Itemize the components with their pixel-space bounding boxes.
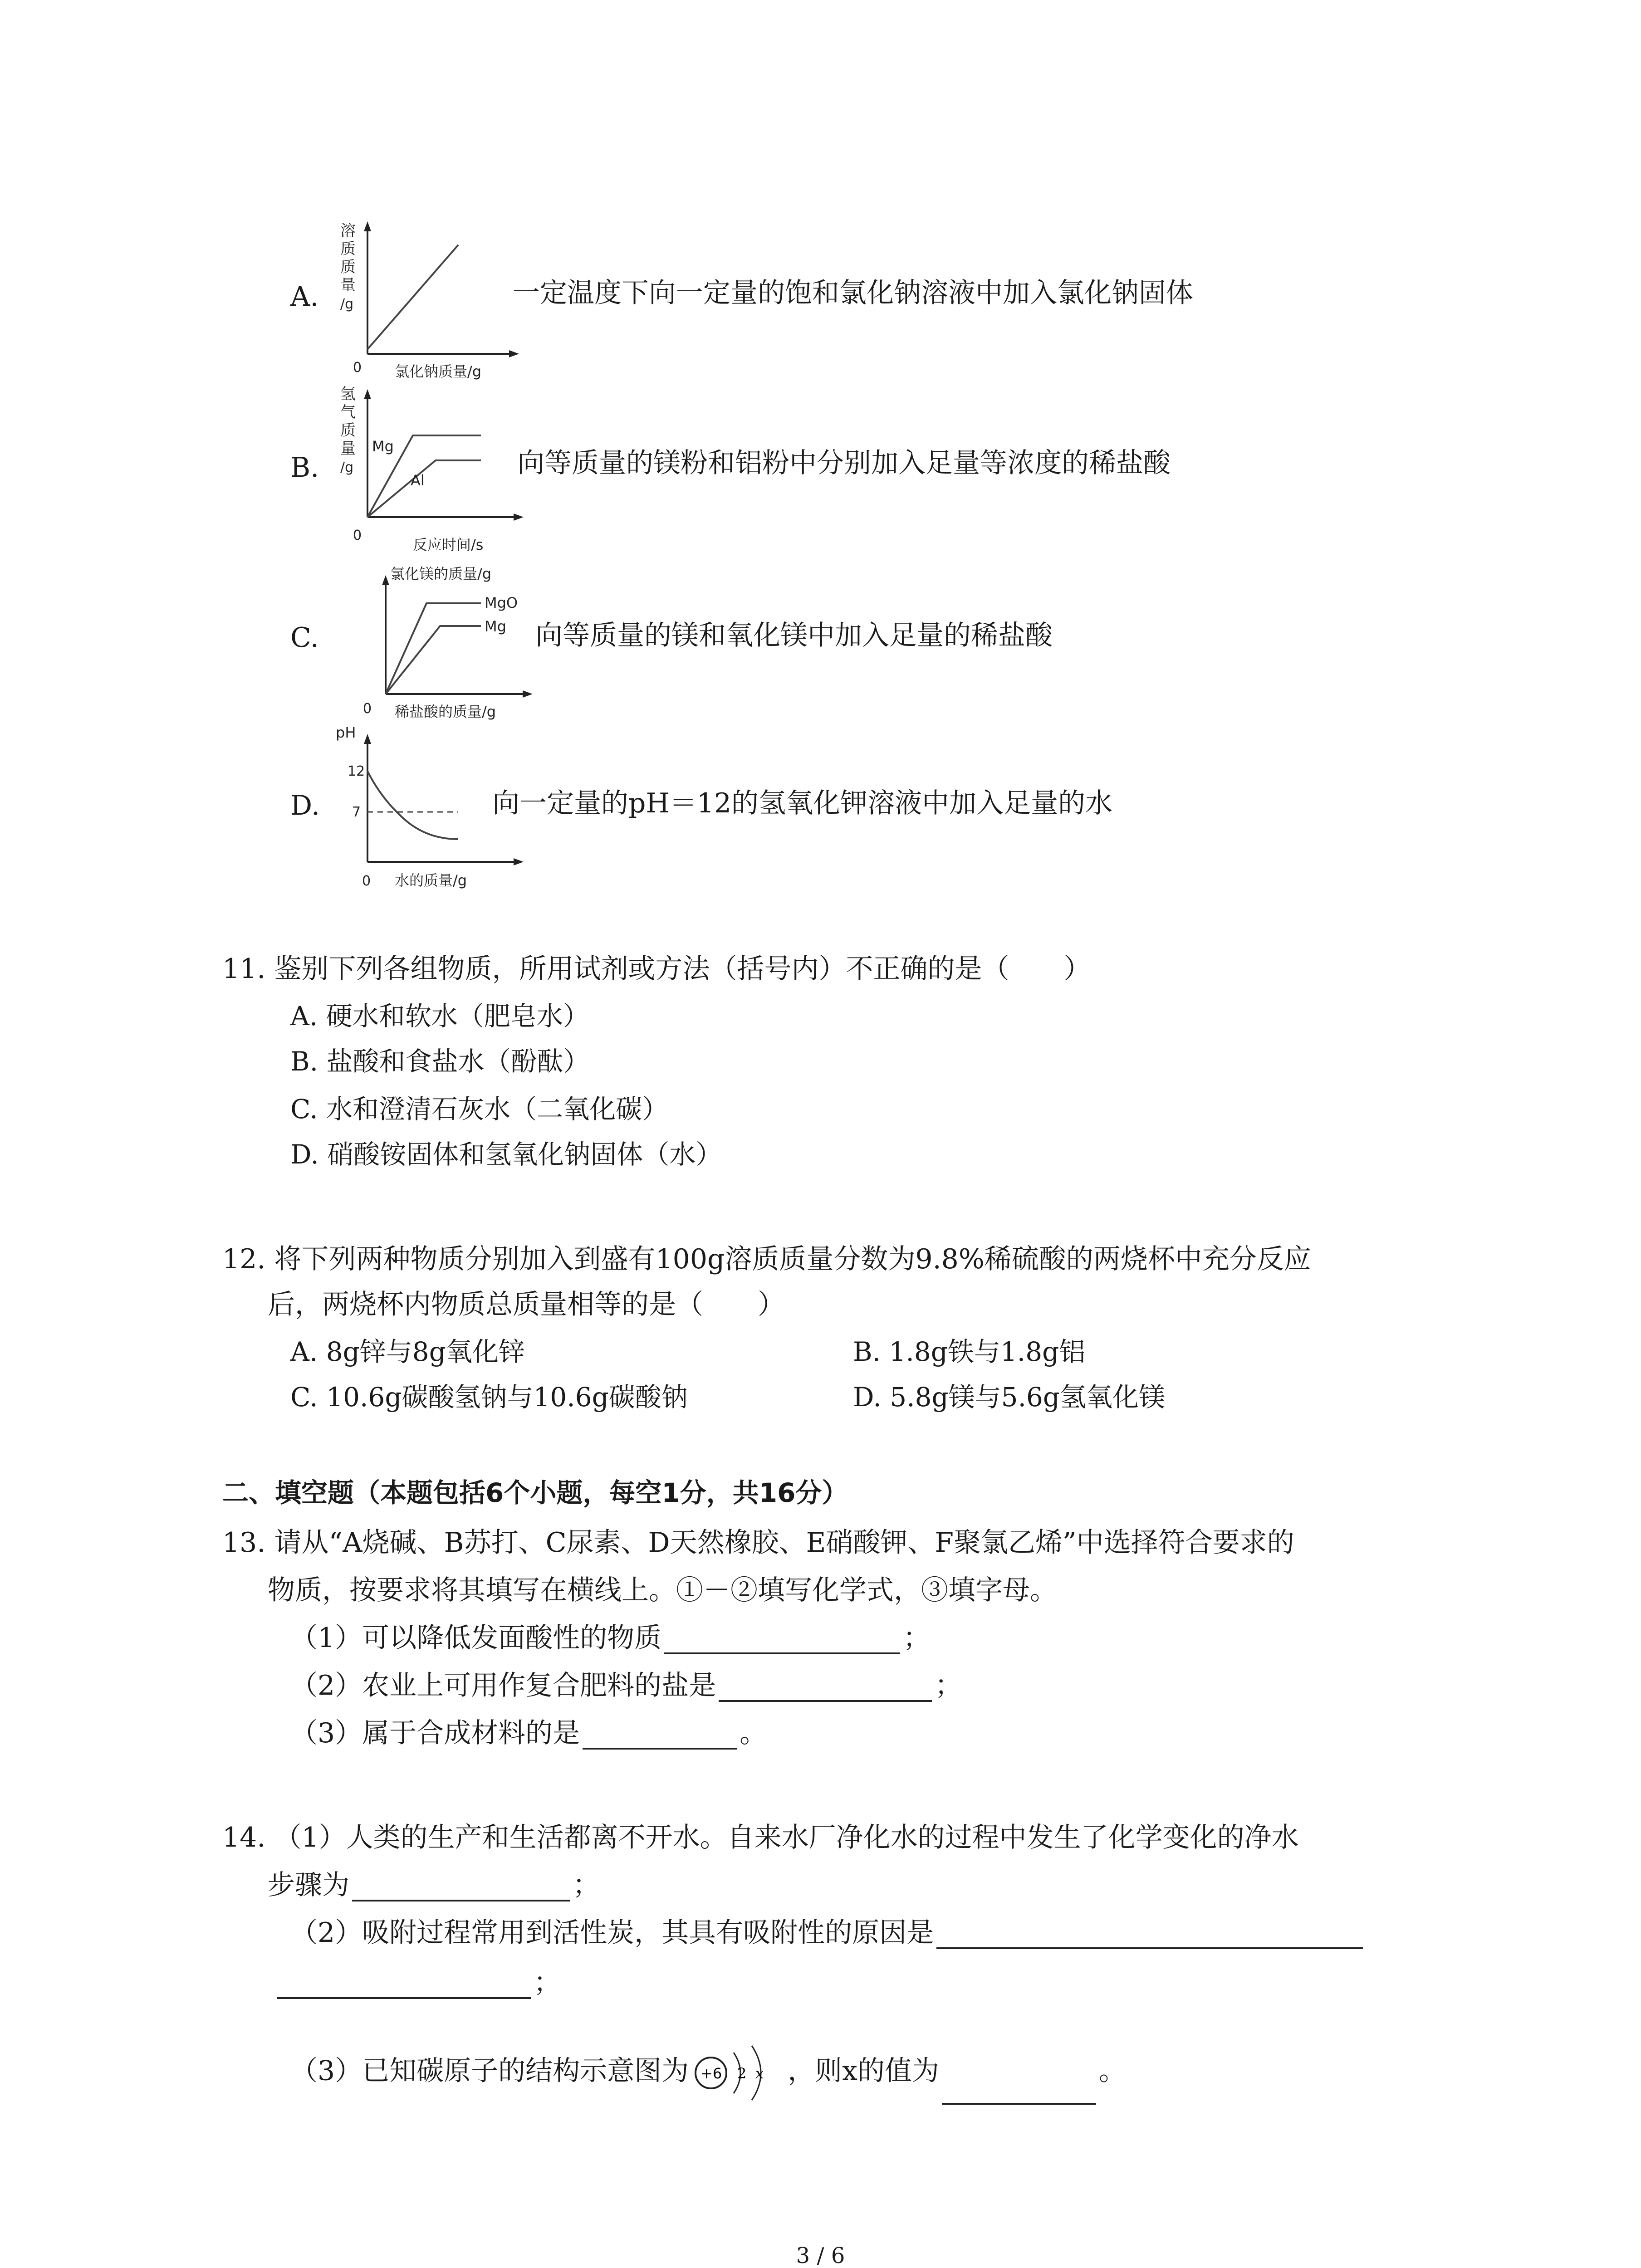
graph-a-y-arrow xyxy=(364,221,371,231)
q14-line5-mid: ，则x的值为 xyxy=(788,2055,940,2087)
section2-title: 二、填空题（本题包括6个小题，每空1分，共16分） xyxy=(222,1477,848,1508)
graph-b-origin: 0 xyxy=(353,528,362,543)
q13-sub2 xyxy=(290,1669,962,1702)
q12-stem-line2: 后，两烧杯内物质总质量相等的是（ ） xyxy=(268,1289,785,1320)
q14-blank1[interactable] xyxy=(352,1873,570,1901)
option-c-letter: C. xyxy=(290,622,319,654)
graph-a-ylabel-char: /g xyxy=(340,296,354,312)
graph-a-ylabel-char: 质 xyxy=(340,240,356,258)
option-b-text: 向等质量的镁粉和铝粉中分别加入足量等浓度的稀盐酸 xyxy=(517,447,1171,479)
q12-option-c: C. 10.6g碳酸氢钠与10.6g碳酸钠 xyxy=(290,1382,688,1413)
option-a-letter: A. xyxy=(290,281,319,313)
graph-a-curve xyxy=(367,245,458,349)
graph-a-ylabel xyxy=(340,222,356,312)
graph-a-ylabel-char: 质 xyxy=(340,258,356,276)
graph-b-label-mg: Mg xyxy=(372,438,394,455)
atom-shell-1-count: 2 xyxy=(737,2065,747,2082)
q13-sub3-text: （3）属于合成材料的是 xyxy=(290,1717,580,1749)
q14-line1: 14. （1）人类的生产和生活都离不开水。自来水厂净化水的过程中发生了化学变化的净水 xyxy=(222,1822,1299,1853)
graph-c-origin: 0 xyxy=(363,701,372,717)
option-c-text: 向等质量的镁和氧化镁中加入足量的稀盐酸 xyxy=(535,620,1053,651)
graph-c-ylabel: 氯化镁的质量/g xyxy=(390,565,492,582)
option-d-letter: D. xyxy=(290,790,320,821)
graph-d-origin: 0 xyxy=(362,873,371,889)
q11-option-a: A. 硬水和软水（肥皂水） xyxy=(290,1001,589,1031)
graph-d-x-arrow xyxy=(514,858,524,865)
graph-b xyxy=(331,381,531,562)
graph-b-ylabel-char: 气 xyxy=(340,403,356,421)
q12-stem-line1: 12. 将下列两种物质分别加入到盛有100g溶质质量分数为9.8%稀硫酸的两烧杯中充分反应 xyxy=(222,1243,1311,1275)
q13-line1: 13. 请从“A烧碱、B苏打、C尿素、D天然橡胶、E硝酸钾、F聚氯乙烯”中选择符合要求的 xyxy=(222,1527,1294,1559)
q11-stem: 11. 鉴别下列各组物质，所用试剂或方法（括号内）不正确的是（ ） xyxy=(222,953,1091,985)
q14-line2-end: ； xyxy=(573,1869,600,1901)
page-number: 3 / 6 xyxy=(796,2243,845,2268)
q13-sub3 xyxy=(290,1717,767,1750)
graph-c-label-mgo: MgO xyxy=(485,594,518,611)
graph-c-label-mg: Mg xyxy=(485,618,506,635)
graph-b-ylabel-char: 氢 xyxy=(340,385,356,403)
q14-blank3[interactable] xyxy=(942,2077,1096,2105)
q14-line3-text: （2）吸附过程常用到活性炭，其具有吸附性的原因是 xyxy=(290,1917,934,1949)
q13-sub2-end: ； xyxy=(935,1670,962,1701)
q14-line4-end: ； xyxy=(534,1967,561,1999)
graph-b-xlabel: 反应时间/s xyxy=(413,536,484,553)
option-d-text: 向一定量的pH＝12的氢氧化钾溶液中加入足量的水 xyxy=(492,787,1113,819)
q14-line2-text: 步骤为 xyxy=(268,1869,349,1901)
carbon-atom-diagram xyxy=(691,2041,786,2105)
graph-a-ylabel-char: 量 xyxy=(340,276,356,294)
graph-c-x-arrow xyxy=(523,690,533,698)
graph-b-ylabel-char: 量 xyxy=(340,440,356,458)
graph-d-tick-12: 12 xyxy=(348,763,365,779)
option-a-text: 一定温度下向一定量的饱和氯化钠溶液中加入氯化钠固体 xyxy=(513,277,1193,309)
q12-option-a: A. 8g锌与8g氧化锌 xyxy=(290,1336,525,1367)
graph-b-x-arrow xyxy=(514,513,524,521)
q14-line3 xyxy=(290,1916,1366,1949)
q13-sub3-end: 。 xyxy=(740,1717,767,1749)
q14-blank2-part1[interactable] xyxy=(936,1921,1363,1949)
graph-d-tick-7: 7 xyxy=(352,804,361,820)
atom-shell-2-count: x xyxy=(755,2065,764,2082)
graph-a-xlabel: 氯化钠质量/g xyxy=(395,363,482,380)
q12-option-d: D. 5.8g镁与5.6g氢氧化镁 xyxy=(853,1382,1166,1413)
q14-line4 xyxy=(268,1966,561,1999)
graph-d-curve xyxy=(367,771,458,839)
option-b-letter: B. xyxy=(290,452,319,484)
graph-a-origin: 0 xyxy=(353,360,362,376)
graph-b-y-arrow xyxy=(364,389,371,399)
graph-c-curve-mg xyxy=(386,626,481,694)
q13-sub2-text: （2）农业上可用作复合肥料的盐是 xyxy=(290,1670,716,1701)
q11-option-c: C. 水和澄清石灰水（二氧化碳） xyxy=(290,1094,669,1124)
q14-line5-text: （3）已知碳原子的结构示意图为 xyxy=(290,2055,689,2087)
graph-d-ylabel: pH xyxy=(336,724,356,741)
q14-line2 xyxy=(268,1869,600,1901)
q12-option-b: B. 1.8g铁与1.8g铝 xyxy=(853,1336,1086,1367)
graph-d-y-arrow xyxy=(364,734,371,744)
graph-a xyxy=(331,218,522,390)
q13-sub1-blank[interactable] xyxy=(664,1626,900,1654)
q13-line2: 物质，按要求将其填写在横线上。①－②填写化学式，③填字母。 xyxy=(268,1574,1057,1606)
q14-line5 xyxy=(290,2041,1126,2105)
graph-b-label-al: Al xyxy=(411,472,425,489)
graph-b-ylabel xyxy=(340,385,356,475)
graph-c-xlabel: 稀盐酸的质量/g xyxy=(395,703,496,720)
q14-line5-end: 。 xyxy=(1099,2055,1127,2087)
q11-option-d: D. 硝酸铵固体和氢氧化钠固体（水） xyxy=(290,1139,722,1170)
q13-sub1-end: ； xyxy=(903,1622,931,1654)
atom-nucleus-charge: +6 xyxy=(700,2065,722,2082)
graph-d-xlabel: 水的质量/g xyxy=(395,872,467,889)
graph-a-x-arrow xyxy=(509,350,519,357)
graph-c xyxy=(345,562,544,726)
q13-sub1 xyxy=(290,1622,930,1654)
graph-c-y-arrow xyxy=(382,575,389,585)
graph-b-ylabel-char: /g xyxy=(340,459,354,475)
q11-option-b: B. 盐酸和食盐水（酚酞） xyxy=(290,1046,590,1077)
q13-sub1-text: （1）可以降低发面酸性的物质 xyxy=(290,1622,662,1654)
graph-a-ylabel-char: 溶 xyxy=(340,222,356,240)
q14-blank2-part2[interactable] xyxy=(277,1971,531,1999)
graph-b-ylabel-char: 质 xyxy=(340,421,356,440)
q13-sub3-blank[interactable] xyxy=(583,1721,737,1750)
graph-c-curve-mgo xyxy=(386,603,481,694)
q13-sub2-blank[interactable] xyxy=(719,1674,932,1702)
